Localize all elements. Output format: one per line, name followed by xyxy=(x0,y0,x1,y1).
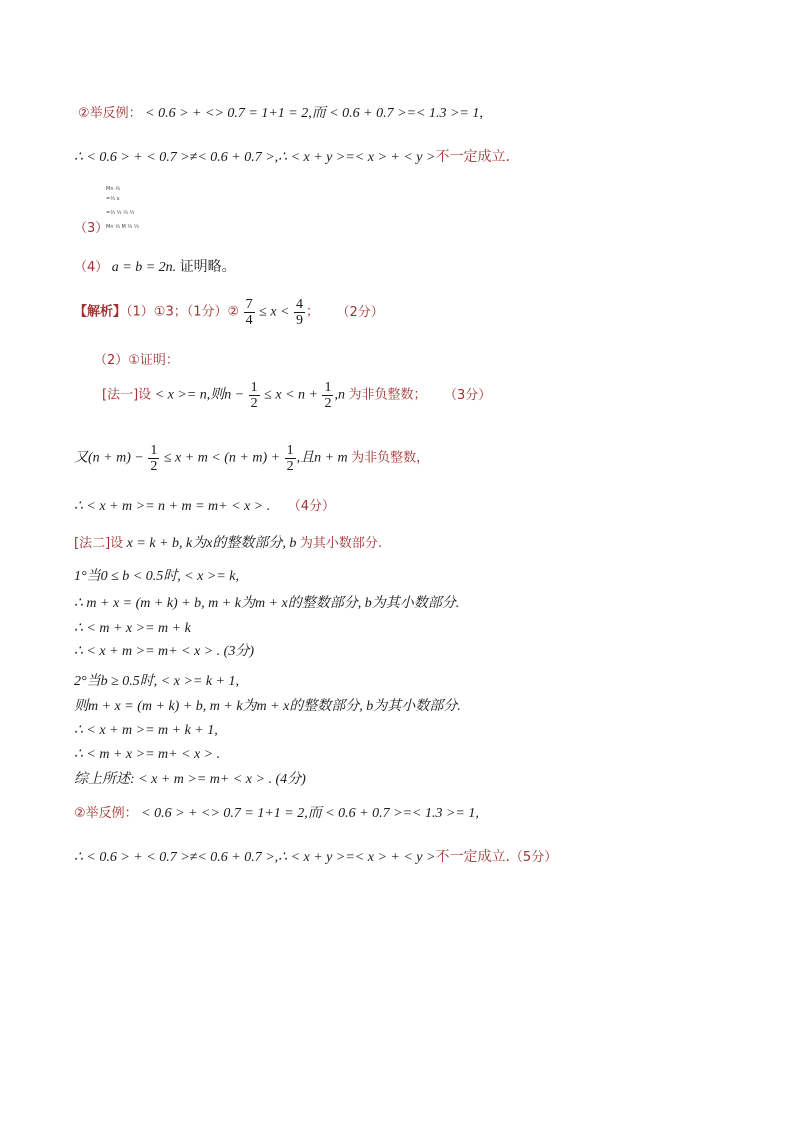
method2-line-9: 综上所述: < x + m >= m+ < x > . (4分) xyxy=(74,772,306,787)
fraction-7-4: $\frac{7}{4}$ xyxy=(245,297,253,328)
counterexample-math: < 0.6 > + <> 0.7 = 1+1 = 2,而 < 0.6 + 0.7 >=< 1.3 >= 1, xyxy=(145,106,483,121)
fraction-half-1: $\frac{1}{2}$ xyxy=(250,380,258,411)
fraction-4-9: $\frac{4}{9}$ xyxy=(296,297,303,328)
analysis-label: 【解析】 xyxy=(74,304,127,320)
conclusion-score-2: （5分） xyxy=(509,850,558,865)
conclusion-line-2 xyxy=(74,848,557,867)
method2-line-5: 2°当b ≥ 0.5时, < x >= k + 1, xyxy=(74,674,239,689)
counterexample-line-2 xyxy=(74,805,479,823)
analysis-inequality: ≤ x < xyxy=(259,304,290,320)
method1-line-2: 又(n + m) − $\frac{1}{2}$ ≤ x + m < (n + m) + $\frac{1}{2}$ ,且n + m 为非负整数， xyxy=(74,443,430,474)
tiny-line-4: Mn ⅓ M ⅓ ⅓ xyxy=(106,224,139,230)
method1-line-3: ∴ < x + m >= n + m = m+ < x > . （4分） xyxy=(74,499,335,514)
method2-line-8: ∴ < m + x >= m+ < x > . xyxy=(74,747,221,762)
conclusion-tail-2: 不一定成立. xyxy=(435,849,510,865)
method2-line-4: ∴ < x + m >= m+ < x > . (3分) xyxy=(74,644,255,659)
counterexample-line-1 xyxy=(78,105,483,123)
part4-tail: 证明略。 xyxy=(179,259,236,275)
conclusion-math-2: ∴ < 0.6 > + < 0.7 >≠< 0.6 + 0.7 >,∴ < x + y >=< x > + < y > xyxy=(74,850,436,865)
method1-line2-tail: 为非负整数， xyxy=(351,450,430,466)
part2-label: （2）①证明： xyxy=(94,353,179,368)
analysis-line: 【解析】（1）①3；（1分）② $\frac{7}{4}$ ≤ x < $\frac{4}{9}$ ； （2分） xyxy=(74,297,384,328)
analysis-part1: （1）①3；（1分）② xyxy=(126,304,240,320)
fraction-half-2: $\frac{1}{2}$ xyxy=(324,380,332,411)
counterexample-label: ②举反例： xyxy=(78,106,142,121)
part4-label: （4） xyxy=(74,260,109,275)
tiny-line-1: Mn ⅓ xyxy=(106,186,120,192)
tiny-line-2: =⅓ x xyxy=(106,196,120,202)
conclusion-tail: 不一定成立. xyxy=(435,149,510,165)
fraction-half-4: $\frac{1}{2}$ xyxy=(286,443,294,474)
counterexample-label-2: ②举反例： xyxy=(74,806,138,821)
method2-tail: 为其小数部分. xyxy=(299,536,383,551)
method1-line-1: [法一]设 < x >= n,则n − $\frac{1}{2}$ ≤ x < n + $\frac{1}{2}$ ,n 为非负整数； （3分） xyxy=(102,380,492,411)
method2-line-6: 则m + x = (m + k) + b, m + k为m + x的整数部分, b为其小数部分. xyxy=(74,699,461,714)
method2-header: [法二]设 x = k + b, k为x的整数部分, b 为其小数部分. xyxy=(74,536,383,551)
conclusion-math: ∴ < 0.6 > + < 0.7 >≠< 0.6 + 0.7 >,∴ < x + y >=< x > + < y > xyxy=(74,150,436,165)
method2-label: [法二]设 xyxy=(74,536,124,551)
method1-score: （3分） xyxy=(443,387,492,403)
part4-math: a = b = 2n. xyxy=(111,260,177,275)
method1-line3-score: （4分） xyxy=(287,499,335,514)
method2-line-1: 1°当0 ≤ b < 0.5时, < x >= k, xyxy=(74,569,239,584)
conclusion-line-1 xyxy=(74,148,510,167)
fraction-half-3: $\frac{1}{2}$ xyxy=(150,443,158,474)
part4-line xyxy=(74,258,236,277)
method2-line-2: ∴ m + x = (m + k) + b, m + k为m + x的整数部分, b为其小数部分. xyxy=(74,596,460,611)
method2-line-7: ∴ < x + m >= m + k + 1, xyxy=(74,723,218,738)
method2-line-3: ∴ < m + x >= m + k xyxy=(74,621,191,636)
part3-label: （3） xyxy=(74,221,109,236)
counterexample-math-2: < 0.6 > + <> 0.7 = 1+1 = 2,而 < 0.6 + 0.7 >=< 1.3 >= 1, xyxy=(141,806,479,821)
analysis-score: （2分） xyxy=(336,304,384,320)
tiny-line-3: =⅓ ⅓ ⅓ ⅓ xyxy=(106,210,135,216)
method1-label: [法一]设 xyxy=(102,387,152,403)
method1-tail: 为非负整数； xyxy=(348,387,427,403)
